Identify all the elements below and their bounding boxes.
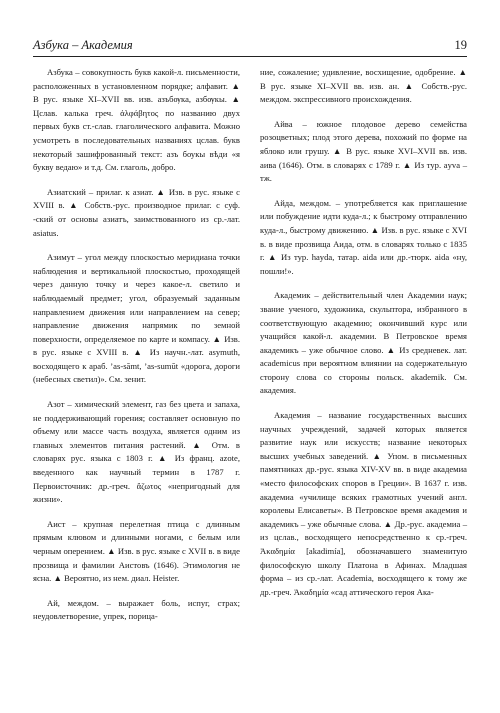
right-column	[260, 66, 467, 699]
left-column	[33, 66, 240, 699]
entry-azot: Азот – химический элемент, газ без цвета и запаха, не поддерживающий горения; составляет основную по объему или массе часть воздуха, является одним из главных элементов питания растений. ▲ Отм. в словарях рус. языка с 1803 г. ▲ Из франц. azote, введенного как научный термин в 1787 г. Первоисточник: др.-греч. ἄζωτος «непригодный для жизни».	[33, 399, 240, 505]
entry-aziatskiy: Азиатский – прилаг. к азиат. ▲ Изв. в рус. языке с XVIII в. ▲ Собств.-рус. производное прилаг. с суф. -ский от основы азиатъ, заимствованного из ср.-лат. asiatus.	[33, 186, 240, 238]
entry-akademiya: Академия – название государственных высших научных учреждений, задачей которых является развитие наук или искусств; название некоторых высших учебных заведений. ▲ Упом. в письменных памятниках др.-рус. языка XIV-XV вв. в виде академиа «место философских споров в Греции». В 1637 г. изв. академиа «училище всяких грамотных учений англ. королевы Елисаветы». В Петровское время академия и академикъ – уже обычные слова. ▲ Др.-рус. академиа – из цслав., восходящего непосредственно к ср.-греч. Ἀκαδημία [akadimía], обозначавшего знаменитую философскую школу Платона в Афинах. Младшая форма – из ср.-лат. Academia, восходящего к тому же др.-греч. Ἀκαδημία «сад аттического героя Ака-	[260, 410, 467, 597]
entry-azimut: Азимут – угол между плоскостью меридиана точки наблюдения и вертикальной плоскостью, проходящей через данную точку и через какое-л. светило и наблюдаемый предмет; угол, образуемый заданным направлением движения или направлением на север; направление движения напрямик по земной поверхности, определяемое по карте и компасу. ▲ Изв. в рус. языке с XVIII в. ▲ Из научн.-лат. asymuth, восходящего к араб. ʼas-sāmt, ʼas-sumūt «дорога, дороги (небесных светил)». См. зенит.	[33, 252, 240, 385]
running-head: Азбука – Академия	[33, 38, 133, 52]
page-number: 19	[454, 38, 467, 52]
entry-akademik: Академик – действительный член Академии наук; звание ученого, художника, скульптора, избранного в соответствующую академию; окончивший курс или учащийся какой-л. академии. В Петровское время академикъ – уже обычное слово. ▲ Из средневек. лат. academicus при вероятном влиянии на содержательную сторону слова со стороны польск. akademik. См. академия.	[260, 290, 467, 396]
entry-ayva: Айва – южное плодовое дерево семейства розоцветных; плод этого дерева, похожий по форме на яблоко или грушу. ▲ В рус. языке XVI–XVII вв. изв. аива (1646). Отм. в словарях с 1789 г. ▲ Из тур. ayva – тж.	[260, 118, 467, 184]
entry-azbuka: Азбука – совокупность букв какой-л. письменности, расположенных в установленном порядке; алфавит. ▲ В рус. языке XI–XVII вв. изв. азъбѹка, азбѹкы. ▲ Цслав. калька греч. ἀλφάβητος по названию двух первых букв ст.-слав. глаголического алфавита. Можно усмотреть в последовательных названиях цслав. букв некоторый зашифрованный текст: азъ боукы вѣди «я букву ведаю» и т.д. См. глаголь, добро.	[33, 67, 240, 173]
text-columns	[33, 66, 467, 699]
entry-aist: Аист – крупная перелетная птица с длинным прямым клювом и длинными ногами, с белым или черным оперением. ▲ Изв. в рус. языке с XVII в. в виде прозвища и фамилии Аистовъ (1646). Этимология не ясна. ▲ Вероятно, из нем. диал. Heister.	[33, 518, 240, 584]
header-rule	[33, 56, 467, 57]
entry-ayda: Айда, междом. – употребляется как приглашение или побуждение идти куда-л.; к быстрому отправлению куда-л., быстрому движению. ▲ Изв. в рус. языке с XVI в. в виде прозвища Аида, отм. в словарях только с 1835 г. ▲ Из тур. hayda, татар. aida или др.-тюрк. aida «ну, пошли!».	[260, 197, 467, 276]
entry-ay-continued: ние, сожаление; удивление, восхищение, одобрение. ▲ В рус. языке XI–XVII вв. изв. ан. ▲ Собств.-рус. междом. экспрессивного происхождения.	[260, 67, 467, 105]
page-header	[33, 38, 467, 53]
entry-ay: Ай, междом. – выражает боль, испуг, страх; неудовлетворение, упрек, порица-	[33, 597, 240, 622]
